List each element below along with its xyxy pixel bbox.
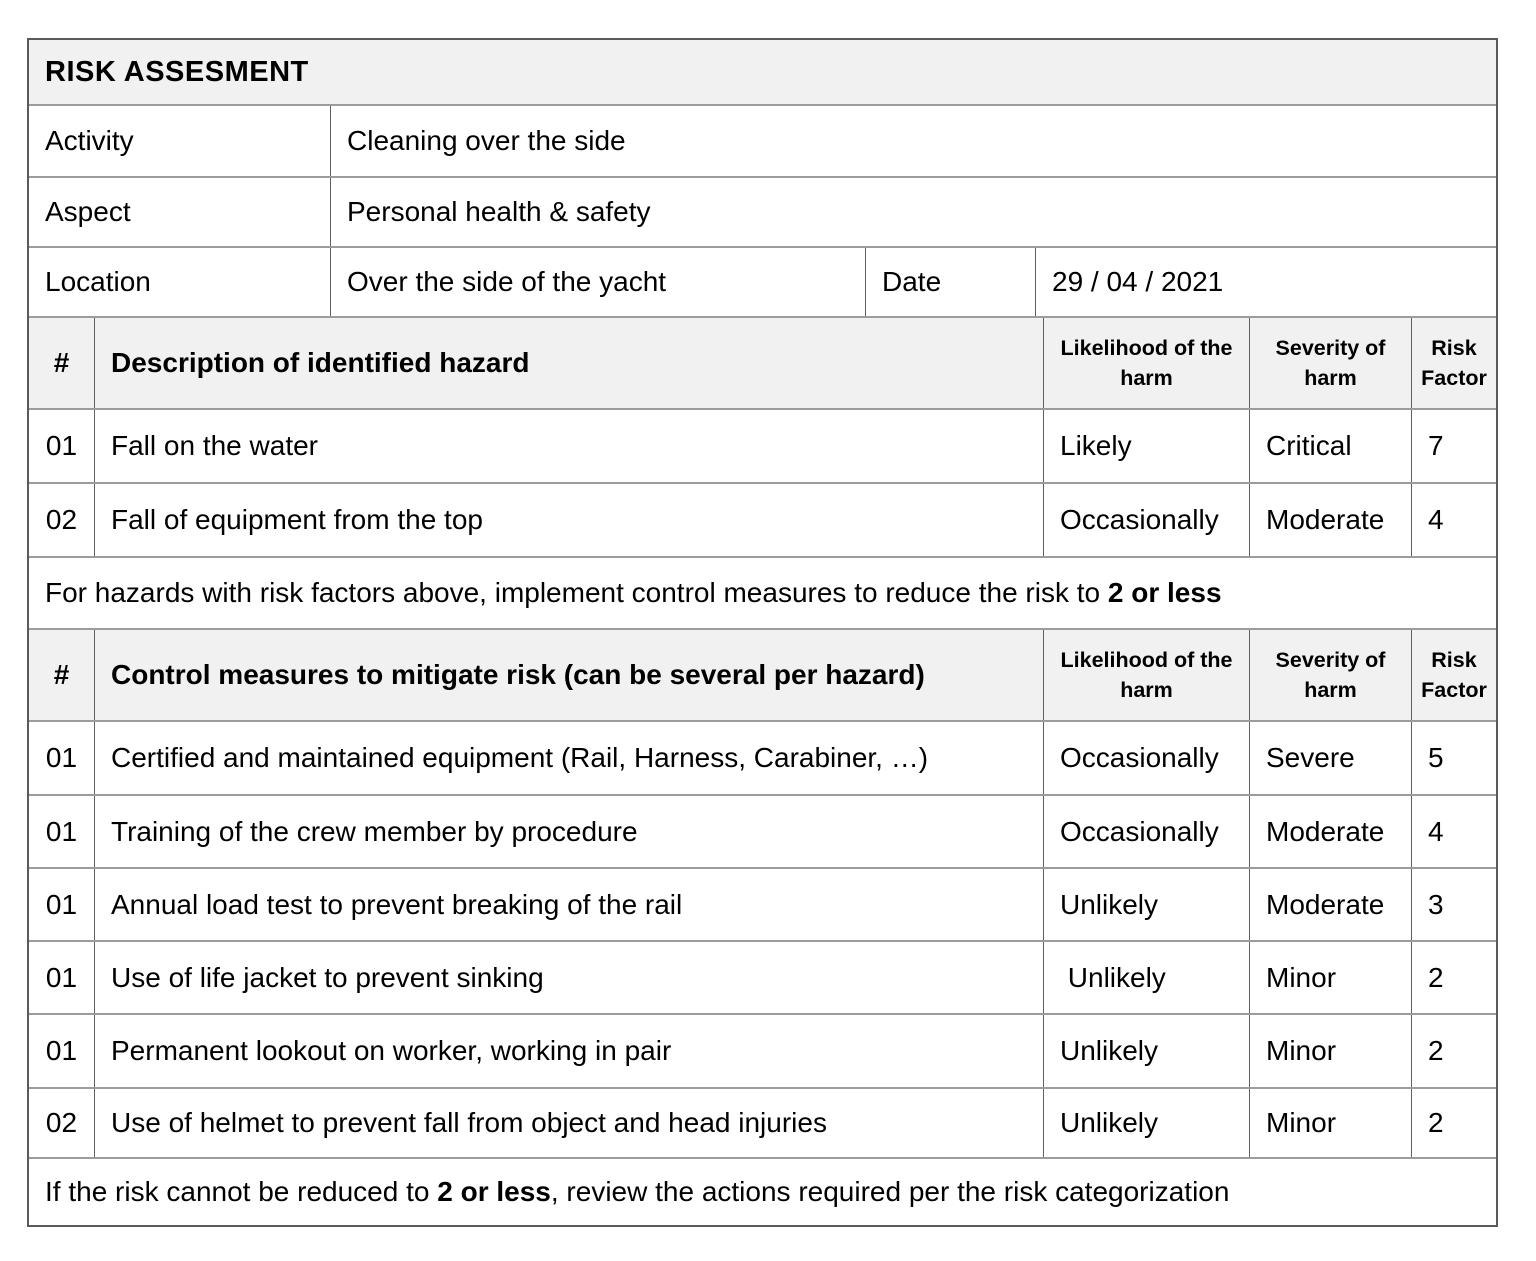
control-severity: Moderate: [1249, 869, 1411, 940]
hazard-risk-factor: 7: [1411, 410, 1496, 482]
control-description: Certified and maintained equipment (Rail, Harness, Carabiner, …): [94, 722, 1043, 794]
hazard-description: Fall on the water: [94, 410, 1043, 482]
control-likelihood: Unlikely: [1043, 1015, 1249, 1087]
control-severity: Moderate: [1249, 796, 1411, 867]
control-risk-factor: 2: [1411, 1089, 1496, 1157]
activity-row: [29, 104, 1496, 176]
control-severity: Minor: [1249, 1015, 1411, 1087]
location-label: Location: [45, 266, 151, 298]
controls-description-header: Control measures to mitigate risk (can be several per hazard): [94, 630, 1043, 720]
control-likelihood: Occasionally: [1043, 796, 1249, 867]
hazards-likelihood-header: Likelihood of the harm: [1043, 318, 1249, 408]
hazards-num-header: #: [53, 347, 70, 379]
date-label: Date: [865, 248, 1035, 316]
control-row: [29, 720, 1496, 794]
control-likelihood: Unlikely: [1043, 942, 1249, 1013]
control-description: Permanent lookout on worker, working in pair: [94, 1015, 1043, 1087]
control-num: 01: [45, 1035, 78, 1067]
location-date-row: [29, 246, 1496, 316]
hazard-description: Fall of equipment from the top: [94, 484, 1043, 556]
aspect-value: Personal health & safety: [330, 178, 1496, 246]
hazard-num: 02: [45, 504, 78, 536]
hazards-risk-header: Risk Factor: [1411, 318, 1496, 408]
control-num: 01: [45, 888, 78, 920]
hazard-num: 01: [45, 430, 78, 462]
controls-risk-header: Risk Factor: [1411, 630, 1496, 720]
hazard-row: [29, 408, 1496, 482]
footer-row: [29, 1157, 1496, 1225]
hazard-severity: Critical: [1249, 410, 1411, 482]
aspect-label: Aspect: [45, 196, 131, 228]
control-risk-factor: 3: [1411, 869, 1496, 940]
hazard-severity: Moderate: [1249, 484, 1411, 556]
control-risk-factor: 2: [1411, 1015, 1496, 1087]
control-num: 01: [45, 742, 78, 774]
control-risk-factor: 5: [1411, 722, 1496, 794]
note-prefix: For hazards with risk factors above, implement control measures to reduce the risk to: [45, 577, 1108, 609]
risk-assessment-table: [27, 38, 1498, 1227]
footer-emphasis: 2 or less: [437, 1176, 551, 1208]
control-severity: Minor: [1249, 942, 1411, 1013]
control-risk-factor: 2: [1411, 942, 1496, 1013]
footer-prefix: If the risk cannot be reduced to: [45, 1176, 438, 1208]
control-likelihood: Unlikely: [1043, 1089, 1249, 1157]
control-likelihood: Unlikely: [1043, 869, 1249, 940]
control-row: [29, 1013, 1496, 1087]
control-row: [29, 940, 1496, 1013]
control-row: [29, 1087, 1496, 1157]
controls-likelihood-header: Likelihood of the harm: [1043, 630, 1249, 720]
controls-severity-header: Severity of harm: [1249, 630, 1411, 720]
control-severity: Severe: [1249, 722, 1411, 794]
footer-suffix: , review the actions required per the risk categorization: [550, 1176, 1230, 1208]
activity-value: Cleaning over the side: [330, 106, 1496, 176]
control-row: [29, 794, 1496, 867]
hazard-likelihood: Likely: [1043, 410, 1249, 482]
control-description: Use of life jacket to prevent sinking: [94, 942, 1043, 1013]
hazard-likelihood: Occasionally: [1043, 484, 1249, 556]
control-num: 02: [45, 1107, 78, 1139]
control-description: Training of the crew member by procedure: [94, 796, 1043, 867]
hazards-header-row: [29, 316, 1496, 408]
note-row: [29, 556, 1496, 628]
aspect-row: [29, 176, 1496, 246]
control-num: 01: [45, 961, 78, 993]
hazard-row: [29, 482, 1496, 556]
activity-label: Activity: [45, 125, 134, 157]
hazards-description-header: Description of identified hazard: [94, 318, 1043, 408]
hazard-risk-factor: 4: [1411, 484, 1496, 556]
control-severity: Minor: [1249, 1089, 1411, 1157]
control-row: [29, 867, 1496, 940]
footer-text: [29, 1159, 1496, 1225]
note-text: [29, 558, 1496, 628]
control-likelihood: Occasionally: [1043, 722, 1249, 794]
controls-num-header: #: [53, 659, 70, 691]
control-description: Use of helmet to prevent fall from object and head injuries: [94, 1089, 1043, 1157]
controls-header-row: [29, 628, 1496, 720]
control-num: 01: [45, 815, 78, 847]
hazards-severity-header: Severity of harm: [1249, 318, 1411, 408]
date-value: 29 / 04 / 2021: [1035, 248, 1496, 316]
control-risk-factor: 4: [1411, 796, 1496, 867]
control-description: Annual load test to prevent breaking of the rail: [94, 869, 1043, 940]
title-row: [29, 40, 1496, 104]
note-emphasis: 2 or less: [1107, 577, 1222, 609]
page-title: RISK ASSESMENT: [45, 55, 309, 88]
location-value: Over the side of the yacht: [330, 248, 865, 316]
